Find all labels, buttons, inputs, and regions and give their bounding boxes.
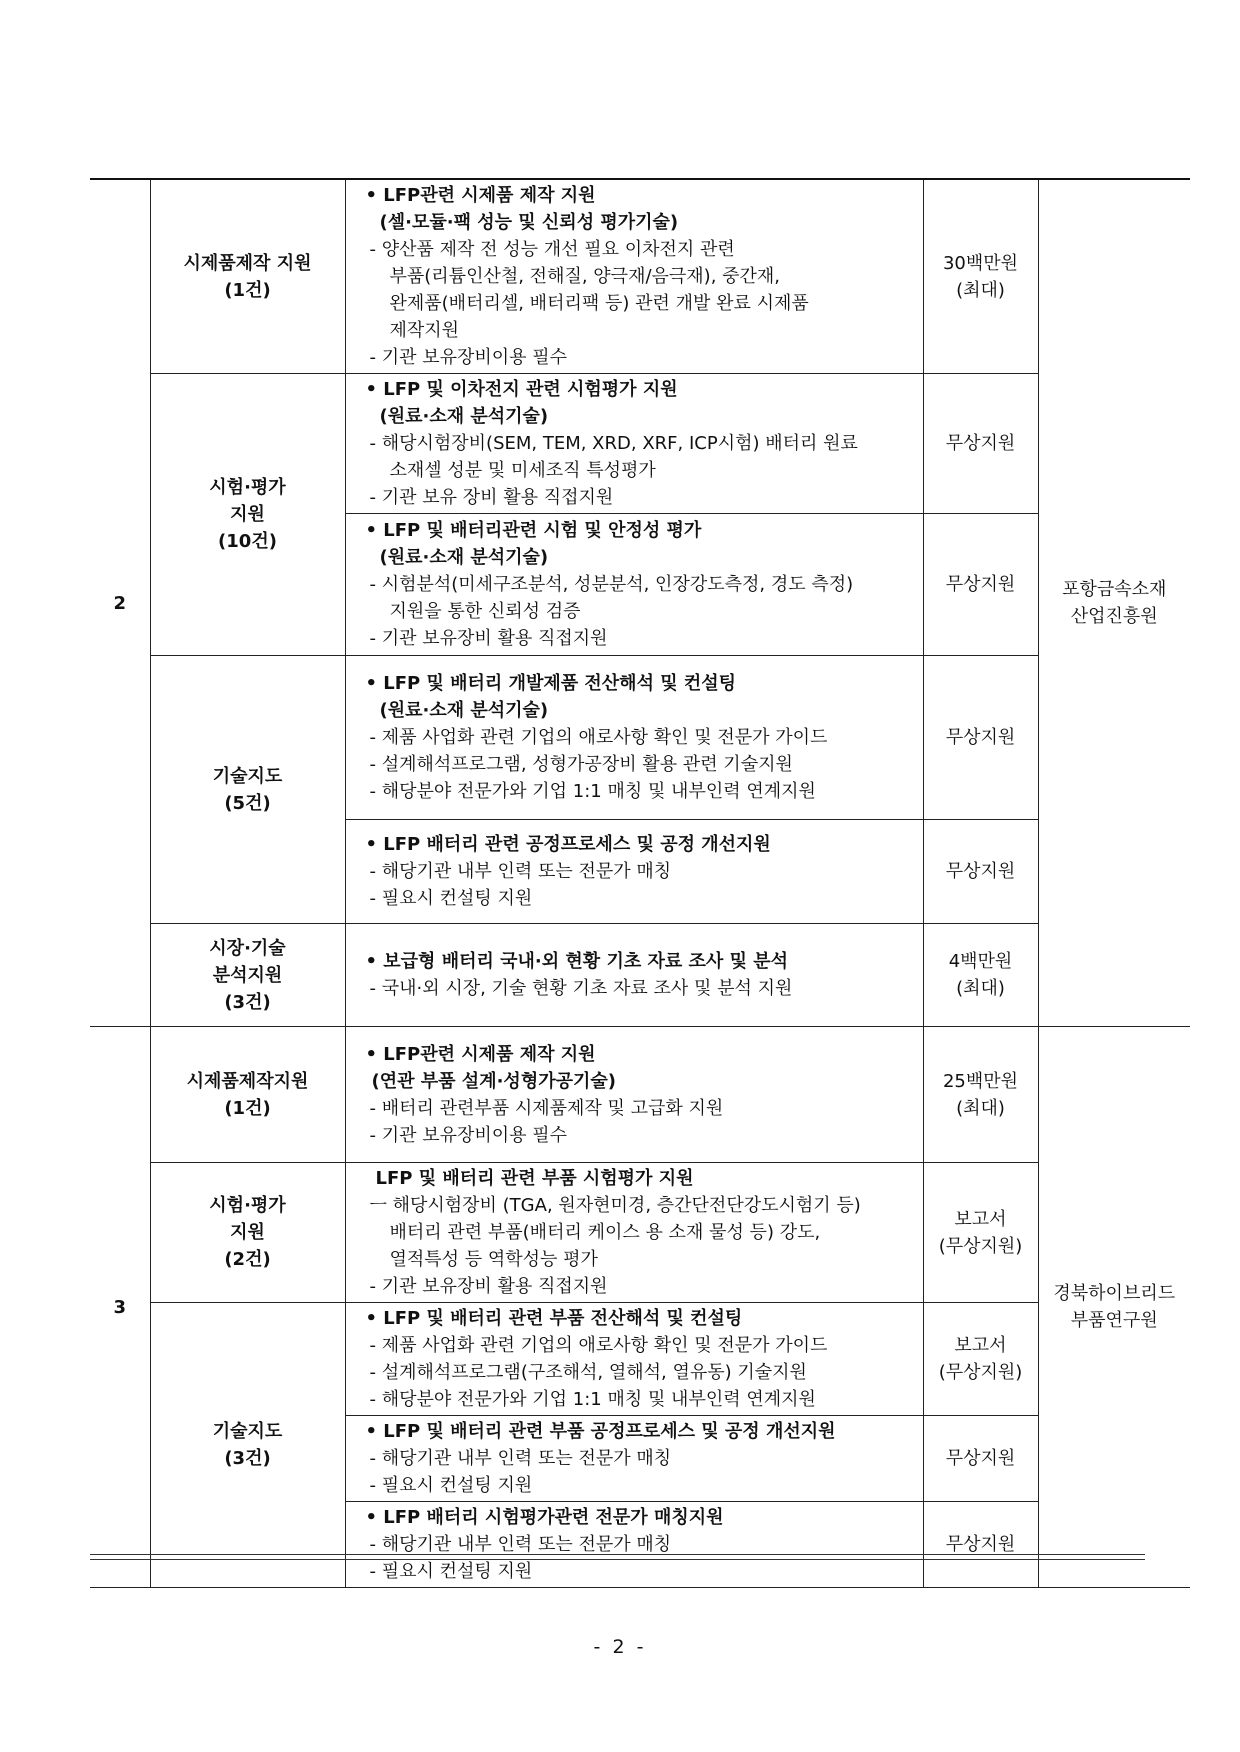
category-cell: [150, 1027, 345, 1163]
amount-note: (최대): [956, 279, 1005, 301]
amount-value: 보고서: [954, 1208, 1007, 1230]
item-detail: - 필요시 컨설팅 지원: [369, 1475, 533, 1496]
support-amount: [923, 924, 1038, 1027]
amount-value: 무상지원: [945, 861, 1016, 882]
item-detail: - 기관 보유장비 활용 직접지원: [369, 628, 608, 649]
category-cell: [150, 1163, 345, 1303]
category-cell: [150, 374, 345, 656]
support-description: [345, 656, 923, 820]
table-row: [90, 924, 1190, 1027]
support-amount: [923, 1163, 1038, 1303]
item-detail: - 국내·외 시장, 기술 현황 기초 자료 조사 및 분석 지원: [369, 978, 793, 999]
category-label: 지원: [230, 1222, 265, 1243]
amount-value: 보고서: [954, 1335, 1007, 1356]
table-bottom-rule: [90, 1554, 1145, 1560]
item-detail: - 제품 사업화 관련 기업의 애로사항 확인 및 전문가 가이드: [369, 1335, 828, 1356]
category-label: 기술지도: [212, 765, 283, 787]
item-title: • LFP 및 이차전지 관련 시험평가 지원: [366, 376, 915, 403]
item-detail: 소재셀 성분 및 미세조직 특성평가: [389, 460, 656, 481]
support-amount: [923, 820, 1038, 924]
category-label: 시장·기술: [209, 937, 286, 959]
item-detail: 열적특성 등 역학성능 평가: [389, 1249, 598, 1270]
category-label: 시제품제작 지원: [183, 252, 312, 274]
item-detail: - 해당기관 내부 인력 또는 전문가 매칭: [369, 1448, 672, 1469]
category-cell: [150, 1303, 345, 1588]
amount-value: 무상지원: [945, 574, 1016, 595]
item-detail: - 기관 보유 장비 활용 직접지원: [369, 487, 614, 508]
amount-note: (최대): [956, 1097, 1005, 1119]
support-description: [345, 1303, 923, 1416]
section-number: 2: [90, 179, 150, 1027]
category-count: (10건): [218, 531, 277, 552]
category-label: 시제품제작지원: [186, 1070, 309, 1092]
item-detail: 부품(리튬인산철, 전해질, 양극재/음극재), 중간재,: [389, 266, 781, 287]
organization-name: 산업진흥원: [1070, 606, 1158, 627]
support-description: [345, 1163, 923, 1303]
organization-name: 경북하이브리드: [1053, 1283, 1176, 1304]
item-detail: 지원을 통한 신뢰성 검증: [389, 601, 581, 622]
item-detail: 완제품(배터리셀, 배터리팩 등) 관련 개발 완료 시제품: [389, 293, 809, 314]
item-detail: - 기관 보유장비 활용 직접지원: [369, 1276, 608, 1297]
item-detail: - 해당기관 내부 인력 또는 전문가 매칭: [369, 1534, 672, 1555]
amount-value: 무상지원: [945, 727, 1016, 748]
support-description: [345, 374, 923, 514]
item-detail: - 해당분야 전문가와 기업 1:1 매칭 및 내부인력 연계지원: [369, 781, 816, 802]
support-description: [345, 179, 923, 374]
amount-note: (무상지원): [938, 1235, 1023, 1257]
table-row: [90, 1303, 1190, 1416]
table-row: [90, 1027, 1190, 1163]
category-label: 기술지도: [212, 1421, 283, 1442]
amount-value: 4백만원: [948, 951, 1013, 972]
item-title: • LFP 배터리 시험평가관련 전문가 매칭지원: [366, 1504, 915, 1531]
support-description: [345, 924, 923, 1027]
category-count: (1건): [224, 279, 271, 301]
item-title: • LFP 및 배터리 관련 부품 전산해석 및 컨설팅: [366, 1305, 915, 1332]
item-detail: - 해당분야 전문가와 기업 1:1 매칭 및 내부인력 연계지원: [369, 1389, 816, 1410]
category-label: 시험·평가: [209, 1195, 286, 1216]
support-description: [345, 820, 923, 924]
item-detail: - 필요시 컨설팅 지원: [369, 1561, 533, 1582]
table-row: [90, 1163, 1190, 1303]
item-detail: - 설계해석프로그램, 성형가공장비 활용 관련 기술지원: [369, 754, 793, 775]
page-number: - 2 -: [593, 1636, 647, 1658]
category-cell: [150, 924, 345, 1027]
support-description: [345, 1416, 923, 1502]
item-title: • LFP 및 배터리관련 시험 및 안정성 평가: [366, 517, 915, 544]
support-amount: [923, 514, 1038, 656]
item-title: • LFP 배터리 관련 공정프로세스 및 공정 개선지원: [366, 831, 915, 858]
table-row: [90, 374, 1190, 514]
item-detail: - 기관 보유장비이용 필수: [369, 1124, 568, 1146]
item-subtitle: (셀·모듈·팩 성능 및 신뢰성 평가기술): [379, 212, 679, 233]
amount-value: 무상지원: [945, 1534, 1016, 1555]
category-count: (5건): [224, 792, 271, 814]
support-description: [345, 514, 923, 656]
item-subtitle: (원료·소재 분석기술): [379, 406, 549, 427]
item-detail: - 필요시 컨설팅 지원: [369, 888, 533, 909]
amount-value: 25백만원: [942, 1070, 1019, 1092]
item-detail: - 기관 보유장비이용 필수: [369, 347, 568, 368]
organization-name: 포항금속소재: [1062, 579, 1167, 600]
item-detail: - 시험분석(미세구조분석, 성분분석, 인장강도측정, 경도 측정): [369, 574, 854, 595]
support-amount: [923, 656, 1038, 820]
item-detail: - 해당기관 내부 인력 또는 전문가 매칭: [369, 861, 672, 882]
category-label: 지원: [230, 504, 265, 525]
item-title: • LFP 및 배터리 개발제품 전산해석 및 컨설팅: [366, 670, 915, 697]
item-subtitle: (원료·소재 분석기술): [379, 700, 549, 721]
organization-cell: [1038, 1027, 1190, 1588]
category-count: (2건): [224, 1249, 271, 1270]
category-cell: [150, 179, 345, 374]
table-row: [90, 656, 1190, 820]
amount-note: (무상지원): [938, 1362, 1023, 1383]
category-count: (1건): [224, 1097, 271, 1119]
amount-value: 30백만원: [942, 252, 1019, 274]
item-title: • LFP관련 시제품 제작 지원: [366, 182, 915, 209]
organization-name: 부품연구원: [1070, 1310, 1158, 1331]
support-program-table: [90, 178, 1190, 1588]
support-amount: [923, 1027, 1038, 1163]
category-label: 시험·평가: [209, 477, 286, 498]
organization-cell: [1038, 179, 1190, 1027]
section-number: 3: [90, 1027, 150, 1588]
table-row: [90, 179, 1190, 374]
amount-value: 무상지원: [945, 1448, 1016, 1469]
item-detail: 배터리 관련 부품(배터리 케이스 용 소재 물성 등) 강도,: [389, 1222, 821, 1243]
support-description: [345, 1027, 923, 1163]
item-title: • LFP 및 배터리 관련 부품 공정프로세스 및 공정 개선지원: [366, 1418, 915, 1445]
item-title: LFP 및 배터리 관련 부품 시험평가 지원: [375, 1168, 694, 1189]
category-count: (3건): [224, 1448, 271, 1469]
amount-value: 무상지원: [945, 433, 1016, 454]
item-detail: - 제품 사업화 관련 기업의 애로사항 확인 및 전문가 가이드: [369, 727, 828, 748]
category-label: 분석지원: [212, 964, 283, 986]
support-amount: [923, 1502, 1038, 1588]
item-detail: - 양산품 제작 전 성능 개선 필요 이차전지 관련: [369, 239, 735, 260]
support-amount: [923, 1416, 1038, 1502]
item-title: • 보급형 배터리 국내·외 현황 기초 자료 조사 및 분석: [366, 948, 915, 975]
support-description: [345, 1502, 923, 1588]
item-detail: - 배터리 관련부품 시제품제작 및 고급화 지원: [369, 1097, 724, 1119]
item-detail: ㅡ 해당시험장비 (TGA, 원자현미경, 층간단전단강도시험기 등): [369, 1195, 861, 1216]
item-detail: - 해당시험장비(SEM, TEM, XRD, XRF, ICP시험) 배터리 원료: [369, 433, 858, 454]
amount-note: (최대): [956, 978, 1005, 999]
category-count: (3건): [224, 991, 271, 1013]
item-detail: - 설계해석프로그램(구조해석, 열해석, 열유동) 기술지원: [369, 1362, 807, 1383]
category-cell: [150, 656, 345, 924]
support-amount: [923, 374, 1038, 514]
support-amount: [923, 179, 1038, 374]
support-amount: [923, 1303, 1038, 1416]
item-detail: 제작지원: [389, 320, 460, 341]
item-subtitle: (연관 부품 설계·성형가공기술): [371, 1070, 616, 1092]
item-subtitle: (원료·소재 분석기술): [379, 547, 549, 568]
item-title: • LFP관련 시제품 제작 지원: [366, 1041, 915, 1068]
